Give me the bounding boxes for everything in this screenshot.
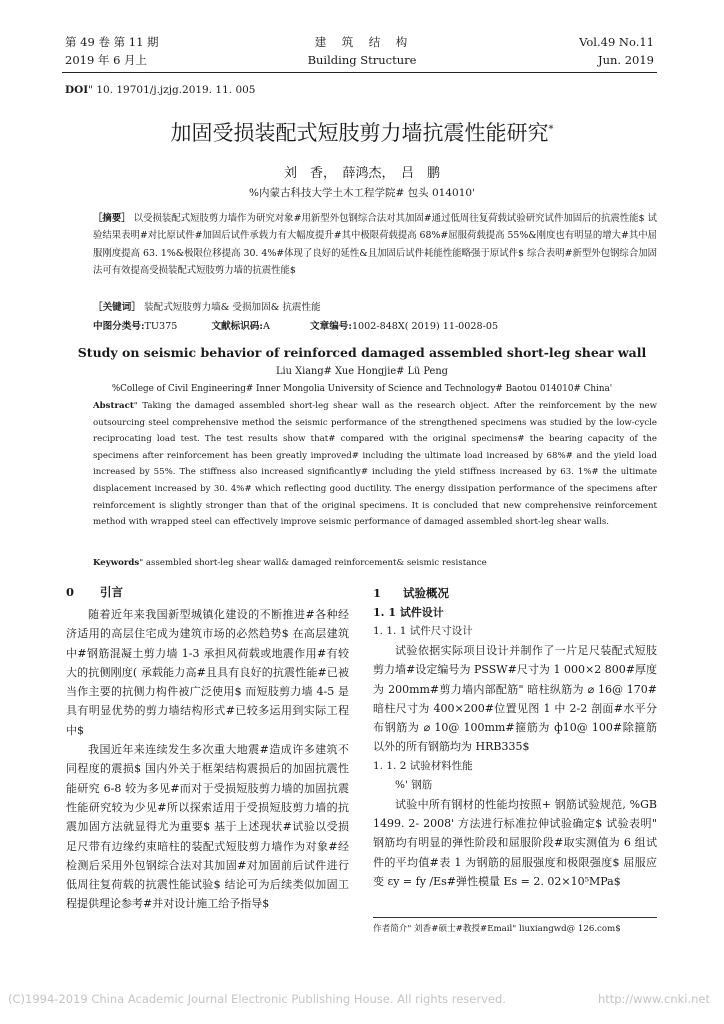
abstract-en-text: " Taking the damaged assembled short-leg shear wall as the research object. After the reinforcement by the new outsourcing steel comprehensive method the seismic performance of the strengthened specimens was studied by the low-cycle reciprocating load test. The test results show that# compared with the original specimens# the bearing capacity of the specimens after reinforcement has been greatly improved# including the ultimate load increased by 68%# and the yield load increased by 55%. The stiffness also increased significantly# including the yield stiffness increased by 63. 1%# the ultimate displacement increased by 30. 4%# which reflecting good ductility. The energy dissipation performance of the specimens after reinforcement is slightly stronger than that of the original specimens. It is concluded that new comprehensive reinforcement method with wrapped steel can effectively improve seismic performance of damaged assembled short-leg shear walls.	[93, 401, 657, 528]
article-number-value: 1002-848X( 2019) 11-0028-05	[351, 321, 499, 332]
doi-value: " 10. 19701/j.jzjg.2019. 11. 005	[88, 84, 256, 96]
right-column	[373, 584, 657, 891]
subsection-1-1-1-title: 试件尺寸设计	[409, 625, 473, 637]
issue-volume: 第 49 卷 第 11 期	[65, 35, 159, 49]
title-text: 加固受损装配式短肢剪力墙抗震性能研究	[170, 121, 549, 145]
section-0-number: 0	[66, 585, 75, 599]
keywords-cn-label: ［关键词］	[93, 302, 141, 313]
keywords-en-text: " assembled short-leg shear wall& damaged reinforcement& seismic resistance	[139, 558, 487, 568]
doi-label: DOI	[65, 84, 89, 96]
issue-date: 2019 年 6 月上	[65, 53, 148, 67]
keywords-cn	[93, 299, 321, 313]
paper-title-en: Study on seismic behavior of reinforced damaged assembled short-leg shear wall	[77, 345, 647, 360]
keywords-cn-text: 装配式短肢剪力墙& 受损加固& 抗震性能	[144, 302, 321, 313]
author-footnote: 作者简介" 刘香#硕士#教授#Email" liuxiangwd@ 126.com$	[373, 924, 621, 934]
doi-line	[65, 84, 256, 96]
keywords-en	[93, 558, 487, 568]
article-number-label: 文章编号:	[310, 321, 352, 332]
section-0-heading	[66, 584, 349, 600]
affiliation-en: %College of Civil Engineering# Inner Mongolia University of Science and Technology# Baotou 014010# China'	[111, 384, 613, 394]
classification-line	[93, 318, 657, 332]
abstract-en-label: Abstract	[93, 401, 134, 411]
authors-en: Liu Xiang# Xue Hongjie# Lü Peng	[276, 366, 448, 377]
abstract-cn	[93, 210, 657, 280]
section-0-title: 引言	[100, 585, 124, 599]
cnki-url-watermark[interactable]: http://www.cnki.net	[597, 992, 710, 1006]
steel-bar-subheading: %' 钢筋	[395, 778, 433, 791]
clc-label: 中图分类号:	[93, 321, 145, 332]
journal-name-en: Building Structure	[307, 53, 417, 67]
header-rule	[62, 72, 657, 73]
subsection-1-1-title: 试件设计	[399, 606, 444, 619]
material-paragraph: 试验中所有钢材的性能均按照+ 钢筋试验规范, %GB 1499. 2- 2008' 方法进行标准拉伸试验确定$ 试验表明" 钢筋均有明显的弹性阶段和屈服阶段#取实测值为 6 组试件的平均值#表 1 为钢筋的屈服强度和极限强度$ 屈服应变 εy = fy /Es#弹性模量 Es = 2. 02×10⁵MPa$	[373, 797, 657, 888]
abstract-cn-text: 以受损装配式短肢剪力墙作为研究对象#用新型外包钢综合法对其加固#通过低周往复荷载试验研究试件加固后的抗震性能$ 试验结果表明#对比原试件#加固后试件承载力有大幅度提升#其中极限荷载提高 68%#屈服荷载提高 55%&刚度也有明显的增大#其中屈服刚度提高 63. 1%&极限位移提高 30. 4%#体现了良好的延性&且加固后试件耗能性能略强于原试件$ 综合表明#新型外包钢综合加固法可有效提高受损装配式短肢剪力墙的抗震性能$	[93, 213, 658, 277]
volume-number: Vol.49 No.11	[579, 35, 654, 49]
paper-title-cn	[0, 117, 724, 147]
journal-volume-en	[579, 33, 654, 69]
subsection-1-1-heading	[373, 603, 657, 622]
affiliation-cn: %内蒙古科技大学土木工程学院# 包头 014010'	[249, 187, 475, 199]
left-column	[66, 584, 349, 914]
keywords-en-label: Keywords	[93, 558, 140, 568]
clc-value: TU375	[144, 321, 178, 332]
subsection-1-1-2-heading	[373, 757, 657, 776]
footnote-rule	[373, 917, 657, 918]
volume-date: Jun. 2019	[597, 53, 654, 67]
authors-cn: 刘 香， 薛鸿杰， 吕 鹏	[283, 166, 440, 181]
title-footnote-mark: *	[548, 124, 554, 135]
subsection-1-1-1-number: 1. 1. 1	[373, 625, 407, 637]
section-1-number: 1	[373, 586, 382, 600]
journal-name	[262, 33, 462, 69]
journal-name-cn: 建 筑 结 构	[314, 35, 410, 49]
subsection-1-1-2-number: 1. 1. 2	[373, 759, 407, 772]
design-paragraph: 试验依据实际项目设计并制作了一片足尺装配式短肢剪力墙#设定编号为 PSSW#尺寸为 1 000×2 800#厚度为 200mm#剪力墙内部配筋" 暗柱纵筋为 ⌀ 16@ 170#暗柱尺寸为 400×200#位置见图 1 中 2-2 剖面#水平分布钢筋为 ⌀ 10@ 100mm#箍筋为 ф10@ 100#除箍筋以外的所有钢筋均为 HRB335$	[373, 644, 657, 754]
doc-code-value: A	[262, 321, 270, 332]
intro-paragraph-1: 随着近年来我国新型城镇化建设的不断推进#各种经济适用的高层住宅成为建筑市场的必然趋势$ 在高层建筑中#钢筋混凝土剪力墙 1-3 承担风荷载或地震作用#有较大的抗侧刚度( 承载能力高#且具有良好的抗震性能#已被当作主要的抗侧力构件被广泛使用$ 而短肢剪力墙 4-5 是具有明显优势的剪力墙结构形式#已较多运用到实际工程中$	[66, 608, 349, 737]
journal-issue-info	[65, 33, 159, 69]
doc-code-label: 文献标识码:	[211, 321, 263, 332]
subsection-1-1-number: 1. 1	[373, 606, 396, 619]
section-1-heading	[373, 584, 657, 603]
copyright-watermark: (C)1994-2019 China Academic Journal Electronic Publishing House. All rights reserved.	[8, 992, 506, 1006]
subsection-1-1-2-title: 试验材料性能	[409, 759, 473, 772]
abstract-en	[93, 398, 657, 531]
abstract-cn-label: ［摘要］	[93, 213, 131, 224]
section-1-title: 试验概况	[403, 586, 450, 600]
intro-paragraph-2: 我国近年来连续发生多次重大地震#造成许多建筑不同程度的震损$ 国内外关于框架结构震损后的加固抗震性能研究 6-8 较为多见#而对于受损短肢剪力墙的加固抗震性能研究较为少见#所以探索适用于受损短肢剪力墙的抗震加固方法就显得尤为重要$ 基于上述现状#试验以受损足尺带有边缘约束暗柱的装配式短肢剪力墙作为对象#经检测后采用外包钢综合法对其加固#对加固前后试件进行低周往复荷载的抗震性能试验$ 结论可为后续类似加固工程提供理论参考#并对设计施工给予指导$	[66, 743, 349, 911]
subsection-1-1-1-heading	[373, 622, 657, 641]
